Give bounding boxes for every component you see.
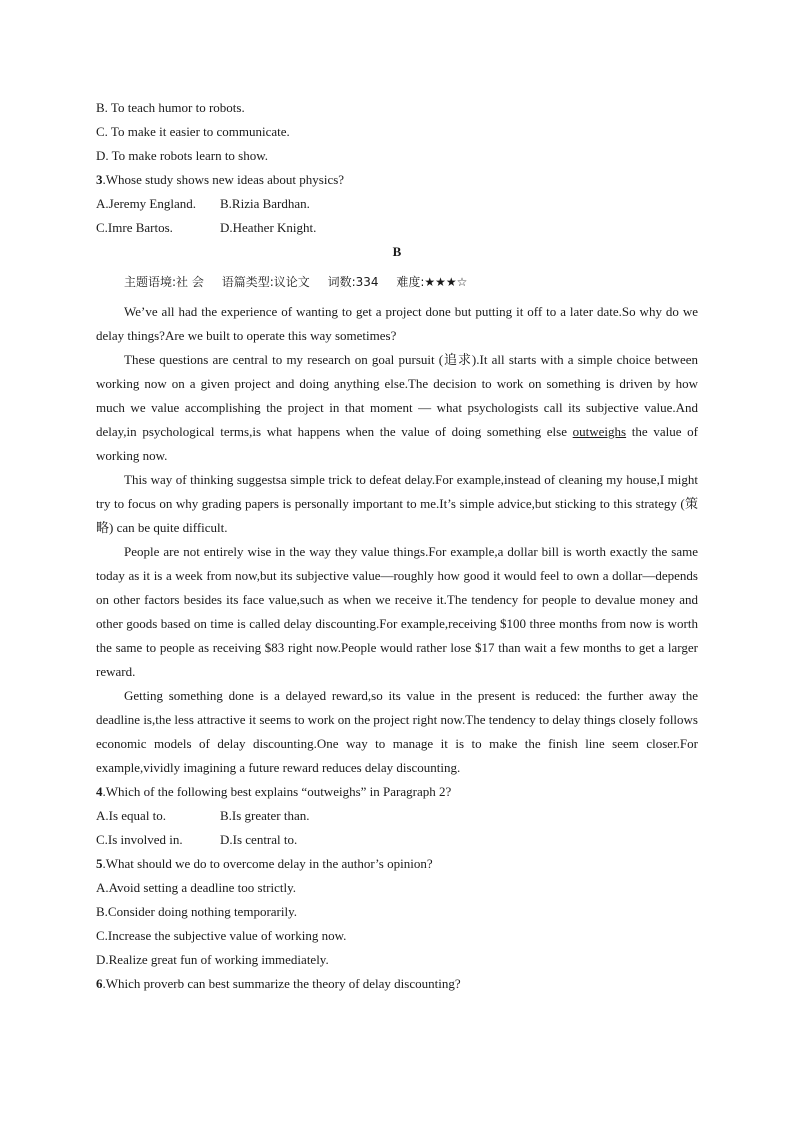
q3-options-row-2 (96, 216, 698, 240)
q3-option-c: C.Imre Bartos. (96, 220, 173, 235)
q4-option-c: C.Is involved in. (96, 832, 183, 847)
passage-paragraph-1: We’ve all had the experience of wanting to get a project done but putting it off to a later date.So why do we delay things?Are we built to operate this way sometimes? (96, 304, 698, 343)
meta-difficulty: 难度:★★★☆ (396, 275, 468, 289)
q2-option-d: D. To make robots learn to show. (96, 148, 269, 163)
meta-theme: 主题语境:社 会 (124, 275, 204, 289)
question-stem: .Whose study shows new ideas about physics? (102, 172, 345, 187)
question-number: 4 (96, 784, 103, 799)
question-4 (96, 780, 698, 804)
q5-option-c: C.Increase the subjective value of working now. (96, 928, 347, 943)
q4-option-b: B.Is greater than. (220, 808, 310, 823)
exam-page (96, 96, 698, 996)
q2-option-c: C. To make it easier to communicate. (96, 124, 290, 139)
q4-option-d: D.Is central to. (220, 832, 298, 847)
passage-paragraph-2 (96, 348, 698, 468)
section-heading: B (392, 244, 402, 259)
question-stem: .Which of the following best explains “outweighs” in Paragraph 2? (102, 784, 452, 799)
paragraph-text: the value of working now. (96, 424, 698, 463)
q5-option-b: B.Consider doing nothing temporarily. (96, 904, 297, 919)
question-6 (96, 972, 698, 996)
question-number: 6 (96, 976, 103, 991)
q3-option-a: A.Jeremy England. (96, 196, 197, 211)
passage-paragraph-4: People are not entirely wise in the way they value things.For example,a dollar bill is worth exactly the same today as it is a week from now,but its subjective value—roughly how good it would feel to own a dollar—depends on other factors besides its face value,such as when we receive it.The tendency for people to devalue money and other goods based on time is called delay discounting.For example,receiving $100 three months from now is worth the same to people as receiving $83 right now.People would rather lose $17 than wait a few months to get a larger reward. (96, 544, 698, 679)
underlined-word: outweighs (572, 424, 627, 439)
q4-options-row-2 (96, 828, 698, 852)
question-3 (96, 168, 698, 192)
q5-option-a: A.Avoid setting a deadline too strictly. (96, 880, 297, 895)
paragraph-text: These questions are central to my research on goal pursuit (追求).It all starts with a simple choice between working now on a given project and doing anything else.The decision to work on something is driven by how much we value accomplishing the project in that moment — what psychologists call its subjective value.And delay,in psychological terms,is what happens when the value of doing something else (96, 352, 698, 439)
meta-genre: 语篇类型:议论文 (221, 275, 310, 289)
question-stem: .What should we do to overcome delay in the author’s opinion? (102, 856, 433, 871)
question-number: 3 (96, 172, 103, 187)
passage-meta (96, 270, 698, 294)
q5-option-d: D.Realize great fun of working immediately. (96, 952, 329, 967)
question-stem: .Which proverb can best summarize the theory of delay discounting? (102, 976, 461, 991)
q2-option-b: B. To teach humor to robots. (96, 100, 245, 115)
passage-paragraph-5: Getting something done is a delayed reward,so its value in the present is reduced: the further away the deadline is,the less attractive it seems to work on the project right now.The tendency to delay things closely follows economic models of delay discounting.One way to manage it is to make the finish line seem closer.For example,vividly imagining a future reward reduces delay discounting. (96, 688, 698, 775)
q3-option-b: B.Rizia Bardhan. (220, 196, 310, 211)
q4-options-row-1 (96, 804, 698, 828)
question-number: 5 (96, 856, 103, 871)
meta-word-count: 词数:334 (327, 275, 379, 289)
question-5 (96, 852, 698, 876)
q4-option-a: A.Is equal to. (96, 808, 167, 823)
q3-options-row-1 (96, 192, 698, 216)
q3-option-d: D.Heather Knight. (220, 220, 317, 235)
passage-paragraph-3: This way of thinking suggestsa simple trick to defeat delay.For example,instead of cleaning my house,I might try to focus on why grading papers is personally important to me.It’s simple advice,but sticking to this strategy (策略) can be quite difficult. (96, 472, 698, 535)
